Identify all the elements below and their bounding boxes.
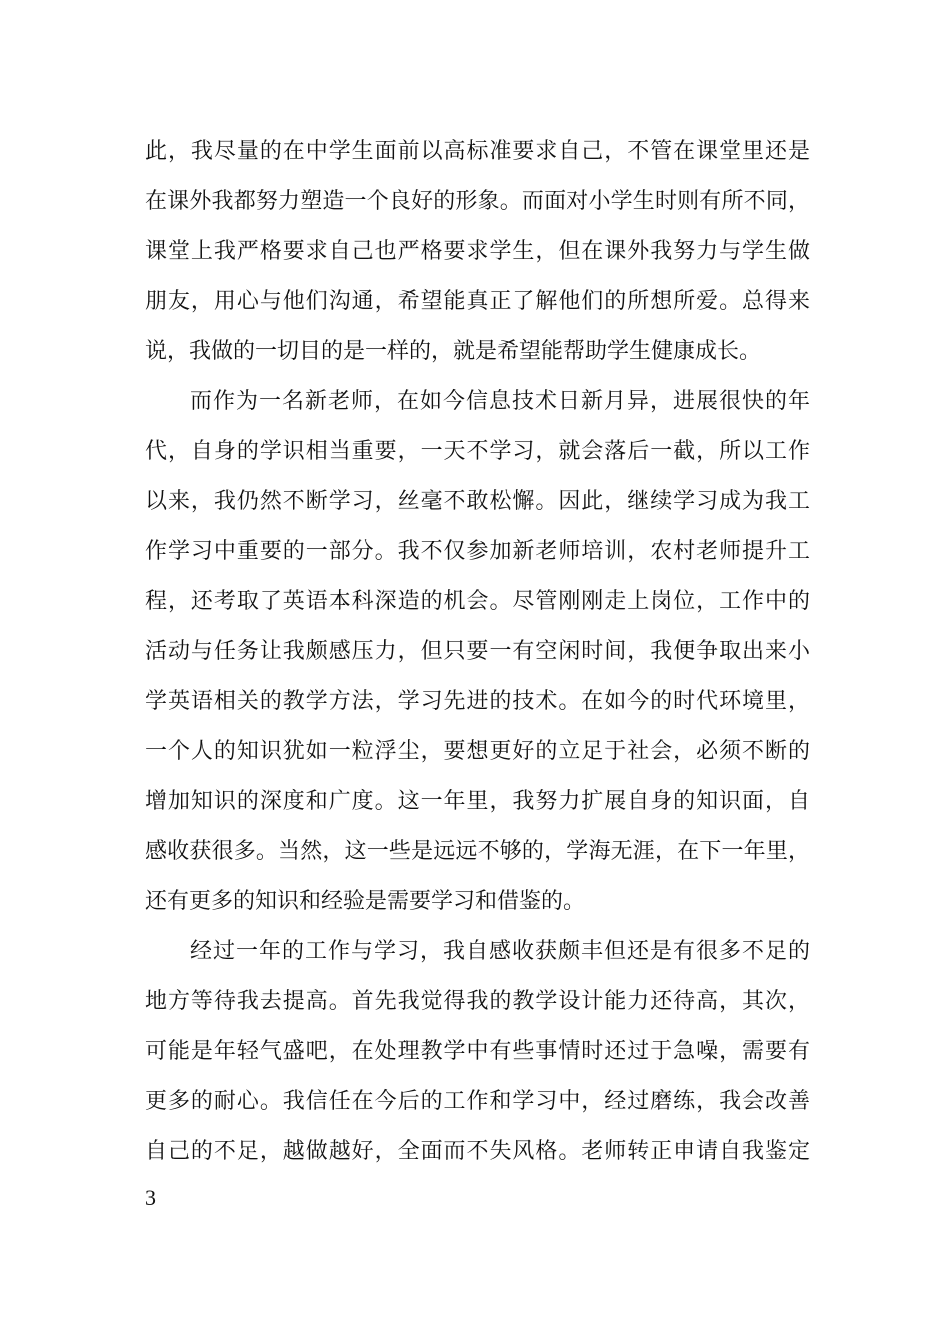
text-line: 朋友，用心与他们沟通，希望能真正了解他们的所想所爱。总得来	[145, 289, 810, 314]
text-line: 地方等待我去提高。首先我觉得我的教学设计能力还待高，其次，	[145, 989, 810, 1014]
text-line: 在课外我都努力塑造一个良好的形象。而面对小学生时则有所不同，	[145, 189, 810, 214]
paragraph-first-line: 而作为一名新老师，在如今信息技术日新月异，进展很快的年	[190, 389, 810, 414]
text-line: 此，我尽量的在中学生面前以高标准要求自己，不管在课堂里还是	[145, 139, 810, 164]
text-line: 感收获很多。当然，这一些是远远不够的，学海无涯，在下一年里，	[145, 839, 810, 864]
paragraph-first-line: 经过一年的工作与学习，我自感收获颇丰但还是有很多不足的	[190, 939, 810, 964]
text-line: 程，还考取了英语本科深造的机会。尽管刚刚走上岗位，工作中的	[145, 589, 810, 614]
text-line: 代，自身的学识相当重要，一天不学习，就会落后一截，所以工作	[145, 439, 810, 464]
page-number: 3	[145, 1185, 156, 1210]
text-line: 可能是年轻气盛吧，在处理教学中有些事情时还过于急噪，需要有	[145, 1039, 810, 1064]
text-line: 自己的不足，越做越好，全面而不失风格。老师转正申请自我鉴定	[145, 1139, 810, 1164]
text-line: 一个人的知识犹如一粒浮尘，要想更好的立足于社会，必须不断的	[145, 739, 810, 764]
text-line: 增加知识的深度和广度。这一年里，我努力扩展自身的知识面，自	[145, 789, 810, 814]
text-line: 说，我做的一切目的是一样的，就是希望能帮助学生健康成长。	[145, 339, 762, 364]
text-line: 活动与任务让我颇感压力，但只要一有空闲时间，我便争取出来小	[145, 639, 810, 664]
text-line: 学英语相关的教学方法，学习先进的技术。在如今的时代环境里，	[145, 689, 810, 714]
text-line: 以来，我仍然不断学习，丝毫不敢松懈。因此，继续学习成为我工	[145, 489, 810, 514]
text-line: 作学习中重要的一部分。我不仅参加新老师培训，农村老师提升工	[145, 539, 810, 564]
text-line: 更多的耐心。我信任在今后的工作和学习中，经过磨练，我会改善	[145, 1089, 810, 1114]
text-line: 还有更多的知识和经验是需要学习和借鉴的。	[145, 889, 586, 914]
text-line: 课堂上我严格要求自己也严格要求学生，但在课外我努力与学生做	[145, 239, 810, 264]
